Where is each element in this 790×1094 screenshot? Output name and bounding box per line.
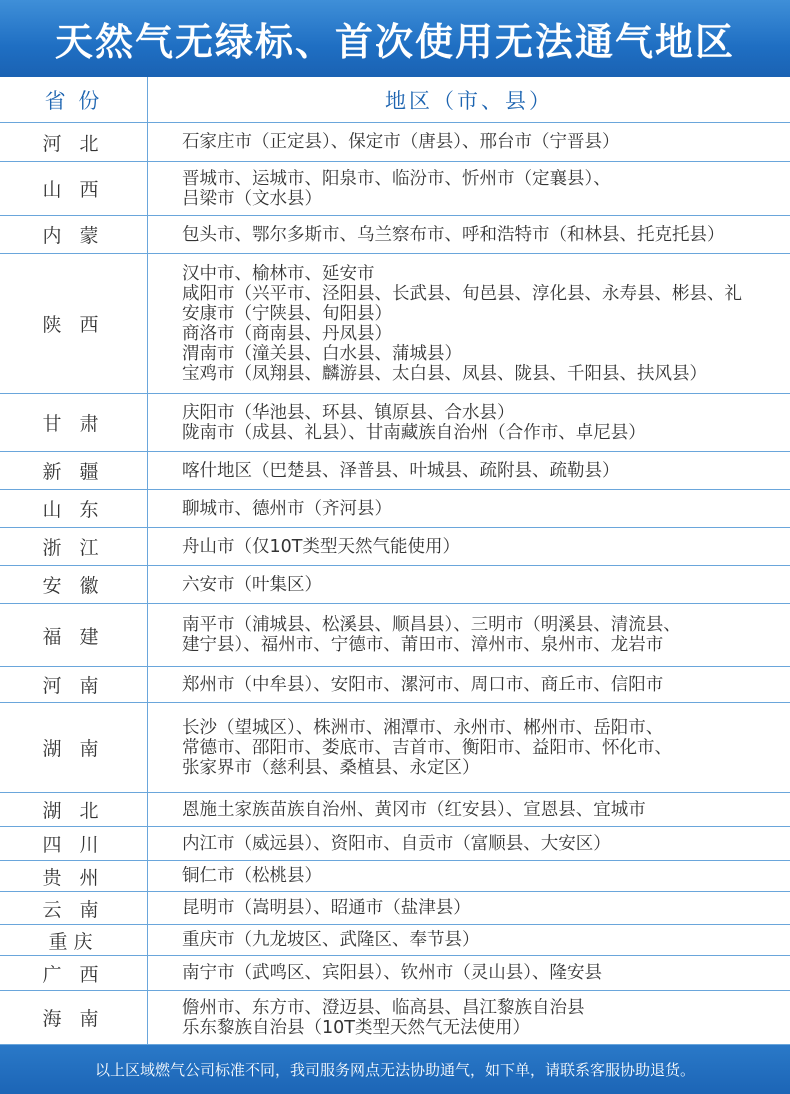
table-row xyxy=(0,925,790,956)
area-line: 庆阳市（华池县、环县、镇原县、合水县） xyxy=(182,402,515,423)
area-column-header: 地区（市、县） xyxy=(148,77,790,123)
table-row xyxy=(0,991,790,1045)
area-cell xyxy=(148,452,790,490)
area-cell xyxy=(148,892,790,925)
area-cell xyxy=(148,991,790,1045)
area-cell xyxy=(148,793,790,827)
area-line: 石家庄市（正定县）、保定市（唐县）、邢台市（宁晋县） xyxy=(182,132,620,152)
province-column-header: 省 份 xyxy=(0,77,148,123)
area-cell xyxy=(148,490,790,528)
table-row xyxy=(0,216,790,254)
table-row xyxy=(0,703,790,793)
area-line: 商洛市（商南县、丹凤县） xyxy=(182,323,392,344)
area-line: 铜仁市（松桃县） xyxy=(182,866,322,886)
area-line: 昆明市（嵩明县）、昭通市（盐津县） xyxy=(182,898,471,918)
province-cell: 陕 西 xyxy=(0,254,148,394)
area-line: 安康市（宁陕县、旬阳县） xyxy=(182,303,392,324)
area-line: 乐东黎族自治县（10T类型天然气无法使用） xyxy=(182,1017,530,1038)
area-cell xyxy=(148,254,790,394)
area-line: 咸阳市（兴平市、泾阳县、长武县、旬邑县、淳化县、永寿县、彬县、礼 xyxy=(182,283,742,304)
region-table-container xyxy=(0,77,790,1045)
province-cell: 河 北 xyxy=(0,123,148,162)
area-line: 包头市、鄂尔多斯市、乌兰察布市、呼和浩特市（和林县、托克托县） xyxy=(182,224,725,245)
province-cell: 河 南 xyxy=(0,667,148,703)
table-row xyxy=(0,793,790,827)
area-cell xyxy=(148,925,790,956)
province-cell: 四 川 xyxy=(0,827,148,861)
area-line: 喀什地区（巴楚县、泽普县、叶城县、疏附县、疏勒县） xyxy=(182,460,620,481)
province-cell: 甘 肃 xyxy=(0,394,148,452)
province-cell: 贵 州 xyxy=(0,861,148,892)
province-cell: 湖 南 xyxy=(0,703,148,793)
area-line: 吕梁市（文水县） xyxy=(182,188,322,209)
table-body xyxy=(0,123,790,1045)
province-cell: 浙 江 xyxy=(0,528,148,566)
area-line: 六安市（叶集区） xyxy=(182,574,322,595)
area-line: 张家界市（慈利县、桑植县、永定区） xyxy=(182,757,480,778)
area-cell xyxy=(148,528,790,566)
province-cell: 福 建 xyxy=(0,604,148,667)
footer-note: 以上区域燃气公司标准不同，我司服务网点无法协助通气，如下单，请联系客服协助退货。 xyxy=(94,1061,695,1079)
area-line: 南平市（浦城县、松溪县、顺昌县）、三明市（明溪县、清流县、 xyxy=(182,615,681,635)
province-cell: 安 徽 xyxy=(0,566,148,604)
region-table xyxy=(0,77,790,1045)
area-line: 重庆市（九龙坡区、武隆区、奉节县） xyxy=(182,930,480,950)
table-row xyxy=(0,566,790,604)
table-row xyxy=(0,123,790,162)
table-row xyxy=(0,394,790,452)
table-row xyxy=(0,667,790,703)
area-line: 舟山市（仅10T类型天然气能使用） xyxy=(182,536,460,557)
area-cell xyxy=(148,827,790,861)
area-cell xyxy=(148,123,790,162)
area-cell xyxy=(148,216,790,254)
area-line: 聊城市、德州市（齐河县） xyxy=(182,498,392,519)
area-line: 宝鸡市（凤翔县、麟游县、太白县、凤县、陇县、千阳县、扶风县） xyxy=(182,363,707,384)
area-line: 内江市（威远县）、资阳市、自贡市（富顺县、大安区） xyxy=(182,833,611,854)
table-row xyxy=(0,254,790,394)
page-title: 天然气无绿标、首次使用无法通气地区 xyxy=(54,20,735,64)
table-row xyxy=(0,528,790,566)
table-row xyxy=(0,452,790,490)
table-header-row xyxy=(0,77,790,123)
title-banner xyxy=(0,0,790,77)
province-cell: 内 蒙 xyxy=(0,216,148,254)
province-cell: 重庆 xyxy=(0,925,148,956)
area-line: 汉中市、榆林市、延安市 xyxy=(182,263,375,284)
table-row xyxy=(0,162,790,216)
area-line: 晋城市、运城市、阳泉市、临汾市、忻州市（定襄县）、 xyxy=(182,168,611,189)
footer-banner xyxy=(0,1045,790,1094)
province-cell: 云 南 xyxy=(0,892,148,925)
table-row xyxy=(0,892,790,925)
province-cell: 山 西 xyxy=(0,162,148,216)
table-row xyxy=(0,861,790,892)
table-row xyxy=(0,827,790,861)
area-cell xyxy=(148,861,790,892)
area-line: 渭南市（潼关县、白水县、蒲城县） xyxy=(182,343,462,364)
area-line: 陇南市（成县、礼县）、甘南藏族自治州（合作市、卓尼县） xyxy=(182,422,646,443)
area-line: 建宁县）、福州市、宁德市、莆田市、漳州市、泉州市、龙岩市 xyxy=(182,635,664,655)
province-cell: 新 疆 xyxy=(0,452,148,490)
area-cell xyxy=(148,667,790,703)
area-line: 儋州市、东方市、澄迈县、临高县、昌江黎族自治县 xyxy=(182,997,585,1018)
table-row xyxy=(0,956,790,991)
area-cell xyxy=(148,394,790,452)
area-cell xyxy=(148,566,790,604)
province-cell: 海 南 xyxy=(0,991,148,1045)
area-cell xyxy=(148,703,790,793)
area-cell xyxy=(148,604,790,667)
area-cell xyxy=(148,162,790,216)
area-cell xyxy=(148,956,790,991)
province-cell: 广 西 xyxy=(0,956,148,991)
area-line: 长沙（望城区）、株洲市、湘潭市、永州市、郴州市、岳阳市、 xyxy=(182,717,664,738)
table-row xyxy=(0,604,790,667)
area-line: 南宁市（武鸣区、宾阳县）、钦州市（灵山县）、隆安县 xyxy=(182,963,602,983)
area-line: 郑州市（中牟县）、安阳市、漯河市、周口市、商丘市、信阳市 xyxy=(182,674,664,695)
province-cell: 湖 北 xyxy=(0,793,148,827)
area-line: 常德市、邵阳市、娄底市、吉首市、衡阳市、益阳市、怀化市、 xyxy=(182,737,672,758)
table-row xyxy=(0,490,790,528)
province-cell: 山 东 xyxy=(0,490,148,528)
area-line: 恩施土家族苗族自治州、黄冈市（红安县）、宣恩县、宜城市 xyxy=(182,799,646,820)
